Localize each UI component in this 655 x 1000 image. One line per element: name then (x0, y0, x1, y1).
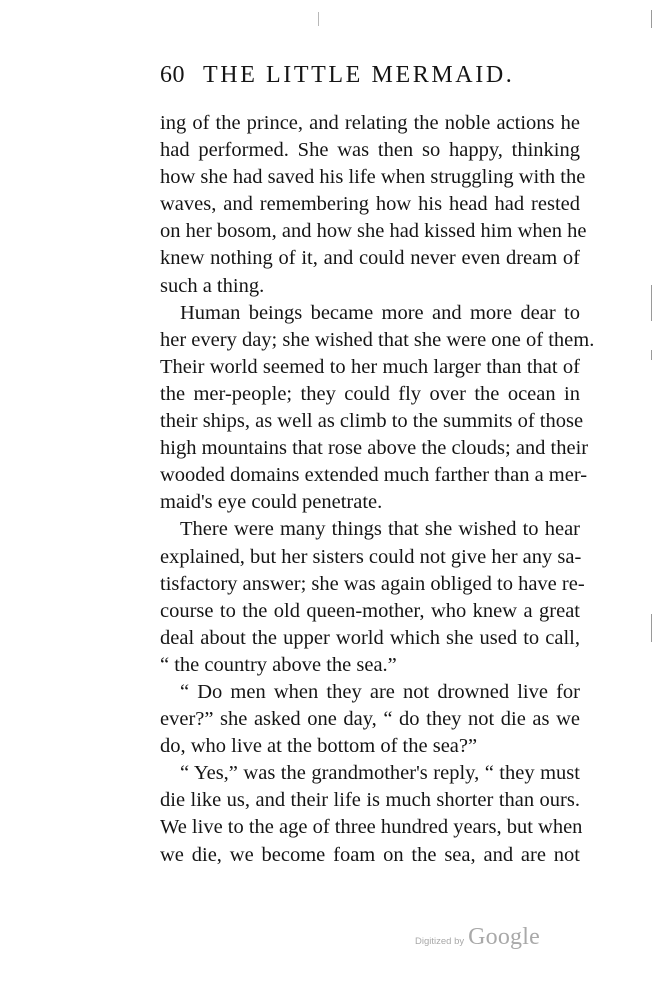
body-text (160, 110, 595, 869)
text-line: do, who live at the bottom of the sea?” (160, 735, 478, 758)
text-line: we die, we become foam on the sea, and are not (160, 843, 580, 866)
text-line: maid's eye could penetrate. (160, 491, 383, 514)
text-line: the mer-people; they could fly over the ocean in (160, 382, 580, 405)
text-line: There were many things that she wished to hear (180, 518, 580, 541)
text-line: We live to the age of three hundred years, but when (160, 816, 583, 839)
text-line: on her bosom, and how she had kissed him when he (160, 220, 587, 243)
text-line: ever?” she asked one day, “ do they not die as we (160, 708, 580, 731)
text-line: ing of the prince, and relating the noble actions he (160, 112, 580, 134)
text-line: course to the old queen-mother, who knew a great (160, 599, 580, 622)
running-title: THE LITTLE MERMAID. (203, 62, 515, 88)
digitized-watermark (415, 924, 540, 951)
page-edge-mark (651, 285, 652, 321)
page-edge-mark (651, 10, 652, 28)
text-line: Their world seemed to her much larger than that of (160, 355, 580, 378)
text-line: Human beings became more and more dear to (180, 301, 580, 324)
text-line: die like us, and their life is much shorter than ours. (160, 789, 580, 812)
text-line: how she had saved his life when struggling with the (160, 166, 586, 189)
digitized-label: Digitized by (415, 936, 465, 947)
text-line: tisfactory answer; she was again obliged to have re- (160, 572, 585, 595)
text-line: “ the country above the sea.” (160, 653, 397, 676)
google-logo: Google (468, 924, 540, 950)
text-line: “ Yes,” was the grandmother's reply, “ they must (180, 762, 580, 785)
page-edge-mark (651, 350, 652, 360)
text-line: high mountains that rose above the clouds; and their (160, 437, 589, 460)
page-header (160, 62, 580, 96)
text-line: “ Do men when they are not drowned live for (180, 680, 580, 703)
page-edge-mark (651, 614, 652, 642)
text-line: explained, but her sisters could not give her any sa- (160, 545, 582, 568)
text-line: deal about the upper world which she used to call, (160, 626, 580, 649)
text-line: wooded domains extended much farther than a mer- (160, 464, 588, 487)
text-line: waves, and remembering how his head had rested (160, 193, 580, 216)
text-line: her every day; she wished that she were one of them. (160, 328, 595, 351)
text-line: knew nothing of it, and could never even dream of (160, 247, 580, 270)
scan-mark (318, 12, 319, 26)
text-line: their ships, as well as climb to the summits of those (160, 410, 584, 433)
text-line: had performed. She was then so happy, thinking (160, 139, 580, 162)
page-number: 60 (160, 62, 185, 88)
text-line: such a thing. (160, 274, 265, 297)
